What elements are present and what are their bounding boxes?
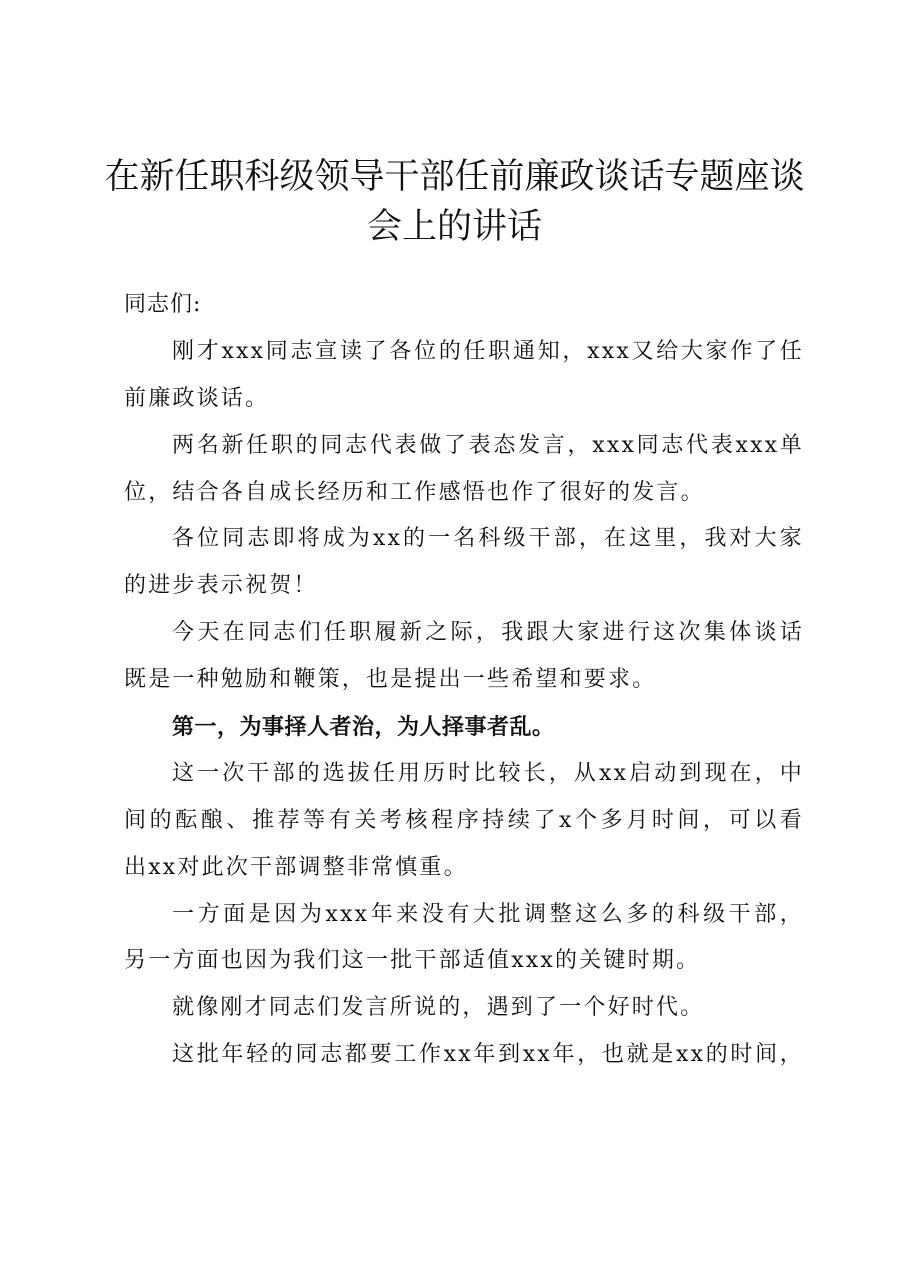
paragraph-line: 前廉政谈话。	[124, 385, 270, 411]
paragraph-line: 就像刚才同志们发言所说的，遇到了一个好时代。	[172, 995, 705, 1021]
paragraph-line: 位，结合各自成长经历和工作感悟也作了很好的发言。	[124, 479, 705, 505]
paragraph-line: 一方面是因为xxx年来没有大批调整这么多的科级干部，	[172, 901, 804, 927]
paragraph-line: 各位同志即将成为xx的一名科级干部，在这里，我对大家	[172, 526, 804, 552]
paragraph-line: 的进步表示祝贺！	[124, 573, 318, 599]
document-body	[124, 282, 804, 1079]
paragraph-line: 刚才xxx同志宣读了各位的任职通知，xxx又给大家作了任	[172, 338, 804, 364]
paragraph-line: 出xx对此次干部调整非常慎重。	[124, 854, 468, 880]
paragraph-line: 另一方面也因为我们这一批干部适值xxx的关键时期。	[124, 948, 701, 974]
paragraph-line: 这批年轻的同志都要工作xx年到xx年，也就是xx的时间，	[172, 1042, 804, 1068]
paragraph-line: 今天在同志们任职履新之际，我跟大家进行这次集体谈话	[172, 620, 804, 646]
paragraph-line: 两名新任职的同志代表做了表态发言，xxx同志代表xxx单	[172, 432, 804, 458]
title-line-1: 在新任职科级领导干部任前廉政谈话专题座谈	[104, 157, 805, 197]
title-line-2: 会上的讲话	[366, 207, 542, 247]
paragraph-line: 间的酝酿、推荐等有关考核程序持续了x个多月时间，可以看	[124, 807, 804, 833]
document-title	[100, 152, 809, 252]
salutation: 同志们:	[124, 292, 202, 317]
paragraph-line: 这一次干部的选拔任用历时比较长，从xx启动到现在，中	[172, 760, 804, 786]
section-heading: 第一，为事择人者治，为人择事者乱。	[172, 714, 555, 741]
paragraph-line: 既是一种勉励和鞭策，也是提出一些希望和要求。	[124, 667, 657, 693]
